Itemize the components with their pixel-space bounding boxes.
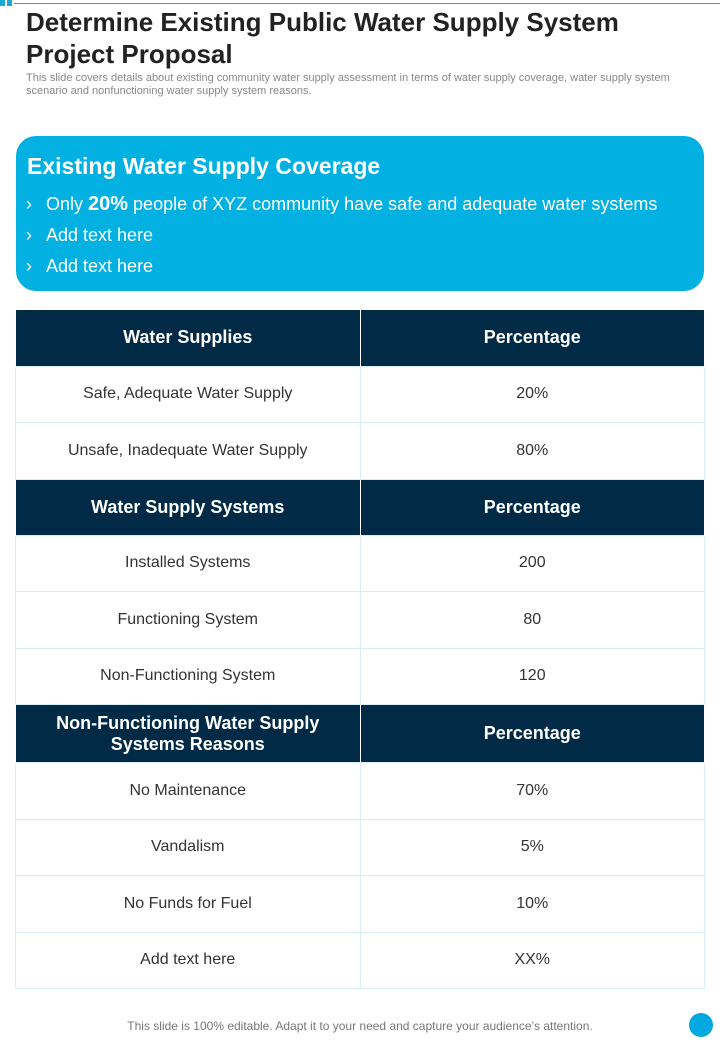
- table-row: [16, 932, 705, 989]
- column-header: Percentage: [360, 479, 705, 535]
- corner-mark: [7, 0, 12, 6]
- table-cell: 80%: [360, 423, 705, 480]
- column-header: Percentage: [360, 705, 705, 763]
- table-cell: No Funds for Fuel: [16, 876, 361, 933]
- table-cell: 70%: [360, 763, 705, 820]
- table-cell: Add text here: [16, 932, 361, 989]
- circle-decoration: [689, 1013, 713, 1037]
- table-row: [16, 819, 705, 876]
- table-cell: No Maintenance: [16, 763, 361, 820]
- table-cell: Installed Systems: [16, 535, 361, 592]
- table-row: [16, 592, 705, 649]
- table-cell: 10%: [360, 876, 705, 933]
- table-cell: Safe, Adequate Water Supply: [16, 366, 361, 423]
- card-heading: Existing Water Supply Coverage: [27, 153, 381, 179]
- table-cell: 20%: [360, 366, 705, 423]
- water-supply-table: [15, 310, 705, 989]
- table-row: [16, 535, 705, 592]
- bullet: [26, 190, 657, 221]
- page-title: Determine Existing Public Water Supply System Project Proposal: [26, 7, 619, 69]
- table-cell: 200: [360, 535, 705, 592]
- bullet-text: people of XYZ community have safe and adequate water systems: [128, 194, 658, 214]
- bullet: [26, 252, 657, 283]
- column-header: Water Supply Systems: [16, 479, 361, 535]
- bullet-highlight: 20%: [88, 193, 129, 215]
- table-row: [16, 423, 705, 480]
- table-cell: Non-Functioning System: [16, 648, 361, 705]
- table-cell: 120: [360, 648, 705, 705]
- table-row: [16, 648, 705, 705]
- table-cell: XX%: [360, 932, 705, 989]
- corner-mark: [0, 0, 5, 6]
- bullet: [26, 221, 657, 252]
- bullet-text: Add text here: [46, 225, 154, 245]
- footer-note: This slide is 100% editable. Adapt it to your need and capture your audience’s attention.: [127, 1019, 593, 1033]
- table-header-row: [16, 310, 705, 366]
- table-row: [16, 876, 705, 933]
- column-header: Water Supplies: [16, 310, 361, 366]
- page-subtitle: This slide covers details about existing community water supply assessment in terms of water supply coverage, water supply system scenario and nonfunctioning water supply system reasons.: [26, 72, 670, 97]
- table-cell: Functioning System: [16, 592, 361, 649]
- top-rule: [14, 3, 720, 4]
- bullet-text: Add text here: [46, 256, 154, 276]
- coverage-card: [16, 136, 704, 291]
- table-cell: Vandalism: [16, 819, 361, 876]
- table-row: [16, 763, 705, 820]
- table-cell: Unsafe, Inadequate Water Supply: [16, 423, 361, 480]
- table-cell: 5%: [360, 819, 705, 876]
- table-cell: 80: [360, 592, 705, 649]
- chevron-right-icon: ›: [26, 256, 32, 276]
- column-header: Percentage: [360, 310, 705, 366]
- bullet-text: Only: [46, 194, 89, 214]
- table-header-row: [16, 705, 705, 763]
- table-row: [16, 366, 705, 423]
- chevron-right-icon: ›: [26, 225, 32, 245]
- table-header-row: [16, 479, 705, 535]
- column-header: Non-Functioning Water Supply Systems Reasons: [16, 705, 361, 763]
- chevron-right-icon: ›: [26, 194, 32, 214]
